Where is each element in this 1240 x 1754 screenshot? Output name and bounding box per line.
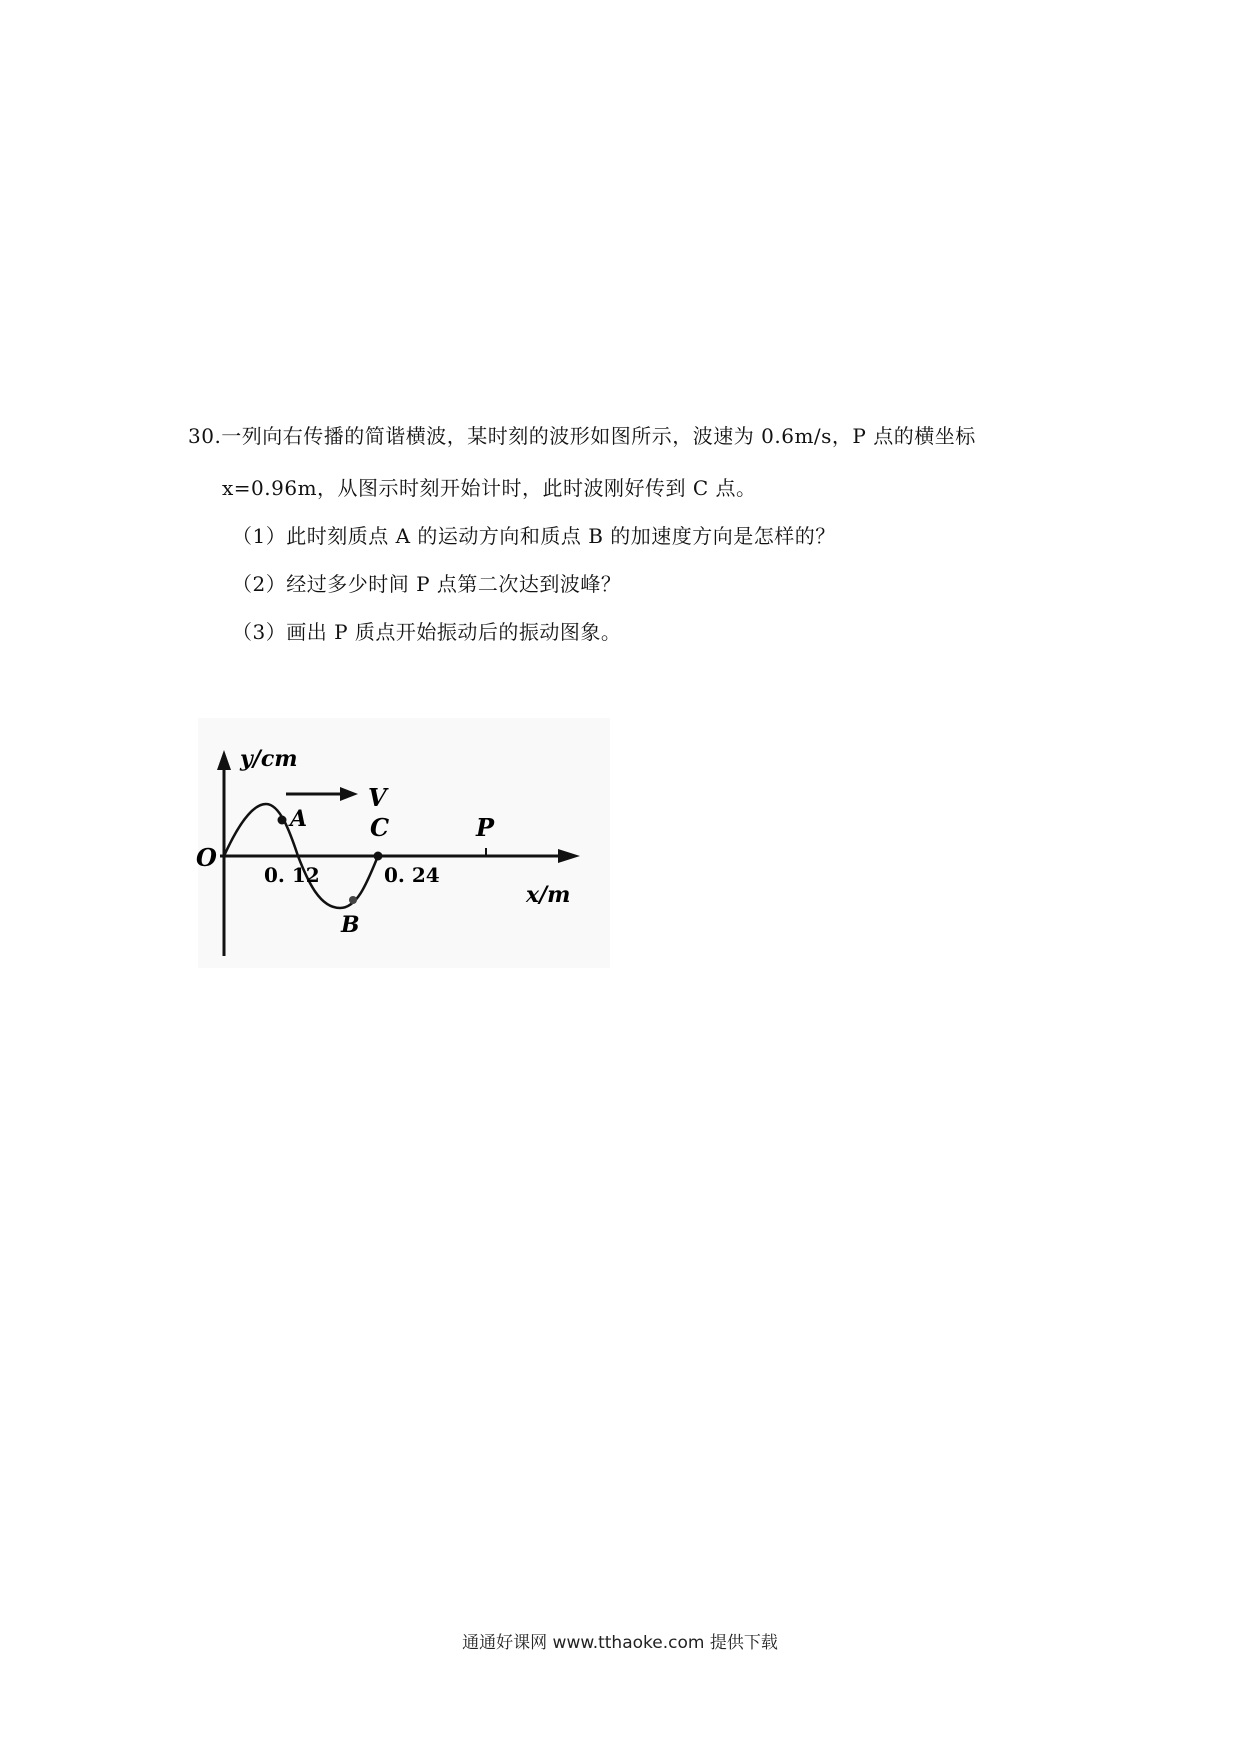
point-c-marker <box>374 852 383 861</box>
origin-label: O <box>196 843 217 872</box>
velocity-label: V <box>368 783 387 812</box>
subquestion-3: （3）画出 P 质点开始振动后的振动图象。 <box>232 620 622 644</box>
tick-label-0-12: 0. 12 <box>264 863 320 887</box>
wave-diagram <box>190 712 618 974</box>
subquestion-1: （1）此时刻质点 A 的运动方向和质点 B 的加速度方向是怎样的？ <box>232 524 836 548</box>
question-30-continuation: x=0.96m，从图示时刻开始计时，此时波刚好传到 C 点。 <box>222 476 757 500</box>
wave-figure <box>190 712 618 974</box>
question-30-text: 30.一列向右传播的简谐横波，某时刻的波形如图所示，波速为 0.6m/s，P 点的横坐标 <box>188 424 976 448</box>
y-axis-label: y/cm <box>240 746 298 772</box>
point-b-label: B <box>341 912 360 938</box>
point-p-label: P <box>476 813 495 842</box>
point-a-marker <box>278 816 287 825</box>
footer-source-text: 通通好课网 www.tthaoke.com 提供下载 <box>462 1633 778 1653</box>
x-axis-label: x/m <box>526 882 571 908</box>
point-a-label: A <box>290 806 308 832</box>
subquestion-2: （2）经过多少时间 P 点第二次达到波峰？ <box>232 572 622 596</box>
tick-label-0-24: 0. 24 <box>384 863 440 887</box>
point-b-marker <box>349 896 357 904</box>
point-c-label: C <box>370 813 390 842</box>
